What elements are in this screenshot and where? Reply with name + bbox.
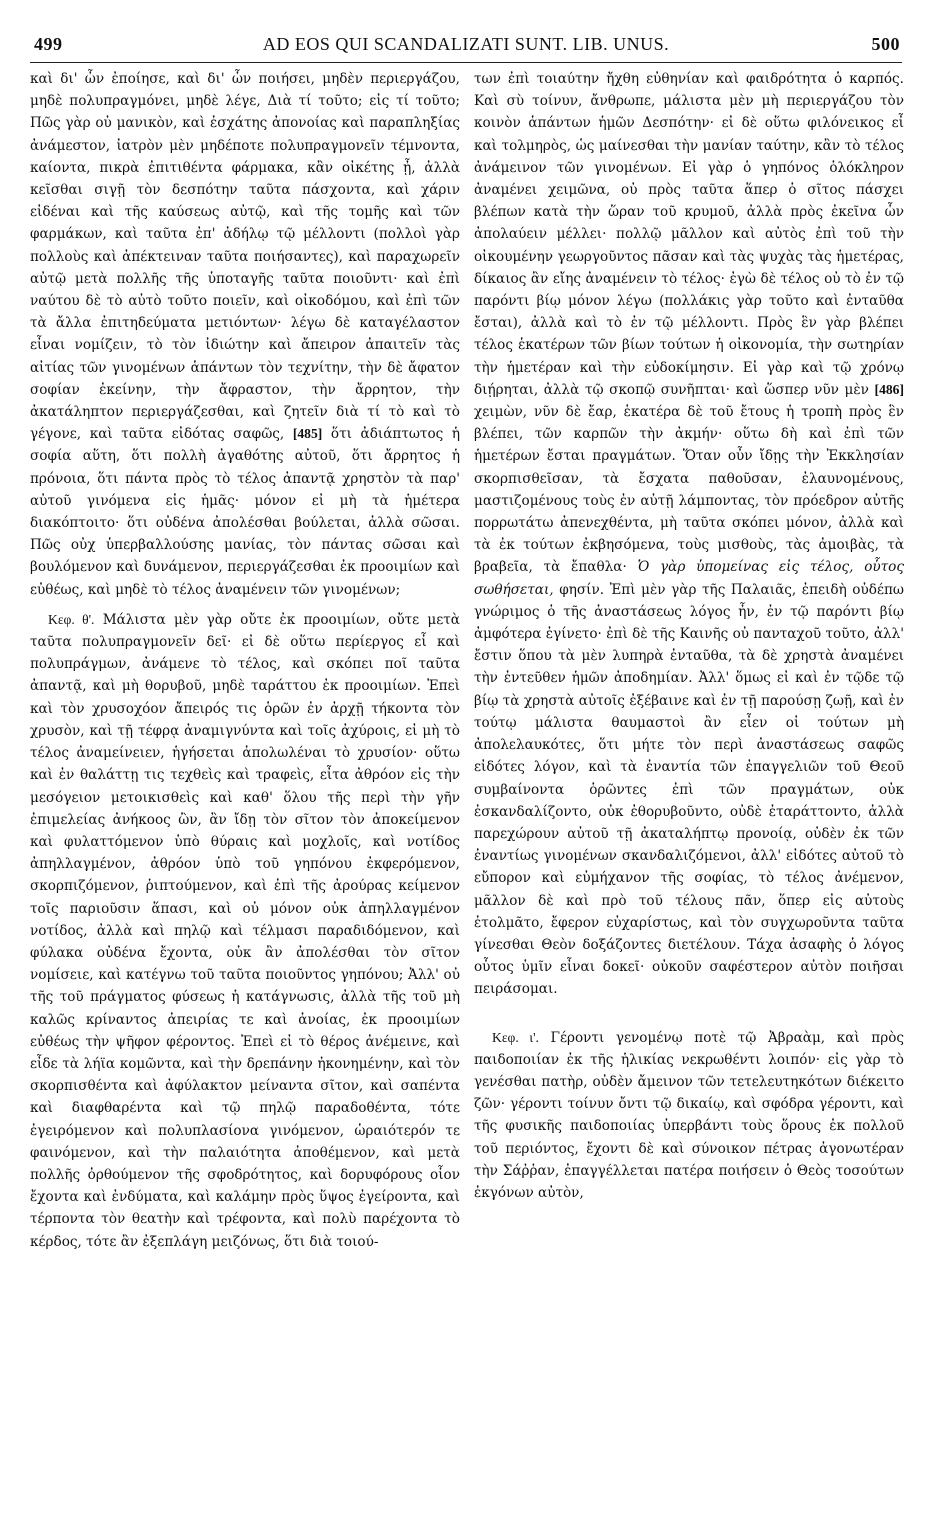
right-column [474,68,904,1204]
running-title: AD EOS QUI SCANDALIZATI SUNT. LIB. UNUS. [262,34,670,54]
page-ref-485: [485] [292,426,323,442]
right-p1-cont: χειμὼν, νῦν δὲ ἔαρ, ἑκατέρα δὲ τοῦ ἔτους ἡ τροπὴ πρὸς ἓν βλέπει, τῶν καρπῶν τὴν ἀκμήν· οὕτω δὴ καὶ ἐπὶ τῶν ἡμετέρων ἔσται πραγμάτων. Ὅταν οὖν ἴδῃς τὴν Ἐκκλησίαν σκορπισθεῖσαν, τὰ ἔσχατα παθοῦσαν, ἐλαυνομένους, μαστιζομένους τοὺς ἐν αὐτῇ λάμποντας, τὸν πρόεδρον αὐτῆς πορρωτάτω ἀπενεχθέντα, μὴ ταῦτα σκόπει μόνον, ἀλλὰ καὶ τὰ ἐκ τούτων ἐκβησόμενα, τοὺς μισθοὺς, τὰς ἀμοιβὰς, τὰ βραβεῖα, τὰ ἔπαθλα· [474,404,904,576]
left-column [30,68,460,1253]
right-p1-end: φησίν. Ἐπὶ μὲν γὰρ τῆς Παλαιᾶς, ἐπειδὴ οὐδέπω γνώριμος ὁ τῆς ἀναστάσεως λόγος ἦν, ἐν τῷ παρόντι βίῳ ἀμφότερα ἐγίνετο· ἐπὶ δὲ τῆς Καινῆς οὐ πανταχοῦ τοῦτο, ἀλλ' ἔστιν ὅπου τὰ μὲν λυπηρὰ ἐνταῦθα, τὰ δὲ χρηστὰ ἀναμένει τὴν ἐντεῦθεν ἡμῶν ἀποδημίαν. Ἀλλ' ὅμως εἰ καὶ ἐν τῷδε τῷ βίῳ τὰ χρηστὰ αὐτοῖς ἐξέβαινε καὶ ἐν τῇ παρούσῃ ζωῇ, καὶ ἐν τούτῳ μάλιστα θαυμαστοὶ ἂν εἶεν οἱ τούτων μὴ ἀπολελαυκότες, ὅτι μήτε τὸν περὶ ἀναστάσεως σαφῶς εἰδότες λόγον, καὶ τὰ ἐναντία τῶν ἐπαγγελιῶν τοῦ Θεοῦ συμβαίνοντα ὁρῶντες ἐπὶ τῶν πραγμάτων, οὐκ ἐσκανδαλίζοντο, οὐκ ἐθορυβοῦντο, οὐδὲ ἐταράττοντο, ἀλλὰ παρεχώρουν αὐτοῦ τῇ ἀκαταλήπτῳ προνοίᾳ, οὐδὲν ἐκ τῶν ἐναντίως γινομένων σκανδαλιζόμενοι, ἀλλ' εἰδότες αὐτοῦ τὸ εὔπορον καὶ εὐμήχανον τῆς σοφίας, τὸ τέλος ἀνέμενον, μᾶλλον δὲ καὶ πρὸ τοῦ τέλους πᾶν, ὅπερ εἰς αὐτοὺς ἐτολμᾶτο, ἔφερον εὐχαρίστως, καὶ τὸν συγχωροῦντα ταῦτα γίνεσθαι Θεὸν δοξάζοντες διετέλουν. Τάχα ἀσαφὴς ὁ λόγος οὗτος ὑμῖν εἶναι δοκεῖ· οὐκοῦν σαφέστερον αὐτὸν ποιῆσαι πειράσομαι. [474,581,905,998]
page-ref-486: [486] [874,381,904,397]
left-p1-text: καὶ δι' ὧν ἐποίησε, καὶ δι' ὧν ποιήσει, μηδὲν περιεργάζου, μηδὲ πολυπραγμόνει, μηδὲ λέγε, Διὰ τί τοῦτο; εἰς τί τοῦτο; Πῶς γὰρ οὐ μανικὸν, καὶ ἐσχάτης ἀπονοίας καὶ παραπληξίας ἀνάμεστον, ἰατρὸν μὲν μηδέποτε πολυπραγμονεῖν τέμνοντα, καίοντα, πικρὰ ἐπιτιθέντα φάρμακα, κἂν οἰκέτης ᾖ, ἀλλὰ κεῖσθαι σιγῇ τὸν δεσπότην ταῦτα πάσχοντα, καὶ χάριν εἰδέναι καὶ τῆς καύσεως αὐτῷ, καὶ τῆς τομῆς καὶ τῶν φαρμάκων, καὶ ταῦτα ἐπ' ἀδήλῳ τῷ μέλλοντι (πολλοὶ γὰρ πολλοὺς καὶ ἀπέκτειναν ταῦτα ποιήσαντες), καὶ παραχωρεῖν αὐτῷ μετὰ πολλῆς τῆς ὑποταγῆς ταῦτα ποιοῦντι· καὶ ἐπὶ ναύτου δὲ τὸ αὐτὸ τοῦτο ποιεῖν, καὶ οἰκοδόμου, καὶ ἐπὶ τῶν τὰ ἄλλα ἐπιτηδεύματα μετιόντων· λέγω δὲ καταγέλαστον εἶναι νομίζειν, τὸ τὸν ἰδιώτην καὶ ἄπειρον ἀπαιτεῖν τὰς αἰτίας τῶν γινομένων ἁπάντων τὸν τεχνίτην, τὴν δὲ ἄφατον σοφίαν ἐκείνην, τὴν ἄφραστον, τὴν ἄρρητον, τὴν ἀκατάληπτον περιεργάζεσθαι, καὶ ζητεῖν διὰ τί τὸ καὶ τὸ γέγονε, καὶ ταῦτα εἰδότας σαφῶς, [30,71,460,443]
running-header [30,34,902,60]
header-rule [30,62,902,63]
right-p1-text: των ἐπὶ τοιαύτην ἤχθη εὐθηνίαν καὶ φαιδρότητα ὁ καρπός. Καὶ σὺ τοίνυν, ἄνθρωπε, μάλιστα μὲν μὴ περιεργάζου τὸν κοινὸν ἁπάντων ἡμῶν Δεσπότην· εἰ δὲ οὕτω φιλόνεικος εἶ καὶ τολμηρὸς, ὡς μαίνεσθαι τὴν μανίαν ταύτην, κἂν τὸ τέλος ἀνάμεινον τῶν γινομένων. Εἰ γὰρ ὁ γηπόνος ὁλόκληρον ἀναμένει χειμῶνα, οὐ πρὸς ταῦτα ἅπερ ὁ σῖτος πάσχει βλέπων κατὰ τὴν ὥραν τοῦ κρυμοῦ, ἀλλὰ πρὸς ἐκεῖνα ὧν ἀπολαύειν μέλλει· πολλῷ μᾶλλον καὶ αὐτὸς ἐπὶ τοῦ τὴν οἰκουμένην γεωργοῦντος πᾶσαν καὶ τὰς ψυχὰς τὰς ἡμετέρας, δίκαιος ἂν εἴης ἀναμένειν τὸ τέλος· ἐγὼ δὲ τέλος οὐ τὸ ἐν τῷ παρόντι βίῳ μόνον λέγω (πολλάκις γὰρ τοῦτο καὶ ἐνταῦθα ἔσται), ἀλλὰ καὶ τὸ ἐν τῷ μέλλοντι. Πρὸς ἓν γὰρ βλέπει τέλος ἑκατέρων τῶν βίων τούτων ἡ οἰκονομία, τὴν σωτηρίαν τὴν ἡμετέραν καὶ τὴν εὐδοκίμησιν. Εἰ γὰρ καὶ τῷ χρόνῳ διῄρηται, ἀλλὰ τῷ σκοπῷ συνῆπται· καὶ ὥσπερ νῦν μὲν [474,71,904,398]
left-paragraph-1 [30,68,460,601]
left-page-number: 499 [34,34,63,54]
left-paragraph-2 [30,609,460,1253]
left-p1-cont: ὅτι ἀδιάπτωτος ἡ σοφία αὕτη, ὅτι πολλὴ ἀγαθότης αὐτοῦ, ὅτι ἄρρητος ἡ πρόνοια, ὅτι πάντα πρὸς τὸ τέλος ἁπαντᾷ χρηστὸν τὰ παρ' αὐτοῦ γινόμενα εἰς ἡμᾶς· μόνον εἰ μὴ τὰ ἡμέτερα διακόπτοιτο· ὅτι οὐδένα ἀπολέσθαι βούλεται, ἀλλὰ σῶσαι. Πῶς οὐχ ὑπερβαλλούσης μανίας, τὸν πάντας σῶσαι καὶ βουλόμενον καὶ δυνάμενον, περιεργάζεσθαι ἐκ προοιμίων καὶ εὐθέως, καὶ μηδὲ τὸ τέλος ἀναμένειν τῶν γινομένων; [30,426,460,598]
right-p2-text: Γέροντι γενομένῳ ποτὲ τῷ Ἀβραὰμ, καὶ πρὸς παιδοποιίαν ἐκ τῆς ἡλικίας νεκρωθέντι λοιπόν· εἰς γὰρ τὸ γενέσθαι πατὴρ, οὐδὲν ἄμεινον τῶν τετελευτηκότων διέκειτο ζῶν· γέροντι τοίνυν ὄντι τῷ δικαίῳ, καὶ σφόδρα γέροντι, καὶ τῆς φυσικῆς παιδοποιίας ὑπερβάντι τοὺς ὅρους ἐκ πολλοῦ τοῦ περιόντος, ἔχοντι δὲ καὶ σύνοικον πέτρας ἀγονωτέραν τὴν Σάῤῥαν, ἐπαγγέλλεται πατέρα ποιήσειν ὁ Θεὸς τοσούτων ἐκγόνων αὐτὸν, [474,1029,904,1201]
right-paragraph-2 [474,1027,904,1205]
scripture-quote: Ὁ γὰρ ὑπομείνας εἰς τέλος, οὗτος σωθήσεται, [474,559,904,598]
left-p2-text: Μάλιστα μὲν γὰρ οὔτε ἐκ προοιμίων, οὔτε μετὰ ταῦτα πολυπραγμονεῖν δεῖ· εἰ δὲ οὕτω περίεργος εἶ καὶ πολυπράγμων, ἀνάμενε τὸ τέλος, καὶ σκόπει ποῖ ταῦτα ἀπαντᾷ, καὶ μὴ θορυβοῦ, μηδὲ ταράττου ἐκ προοιμίων. Ἐπεὶ καὶ τὸν χρυσοχόον ἄπειρός τις ὁρῶν ἐν ἀρχῇ τήκοντα τὸν χρυσὸν, καὶ τῇ τέφρᾳ ἀναμιγνύντα καὶ τοῖς ἀχύροις, εἰ μὴ τὸ τέλος ἀναμείνειεν, ἡγήσεται ἀπολωλέναι τὸ χρυσίον· οὕτω καὶ ἐν θαλάττῃ τις τεχθεὶς καὶ τραφεὶς, εἶτα ἀθρόον εἰς τὴν μεσόγειον μετοικισθεὶς καὶ καθ' ὅλου τῆς περὶ τὴν γῆν ἐπιμελείας ἀνήκοος ὢν, ἂν ἴδῃ τὸν σῖτον τὸν ἀποκείμενον καὶ φυλαττόμενον ὑπὸ θύραις καὶ μοχλοῖς, καὶ νοτίδος ἀπηλλαγμένον, ἀθρόον ὑπὸ τοῦ γηπόνου ἐκφερόμενον, σκορπιζόμενον, ῥιπτούμενον, καὶ ἐπὶ τῆς ἀρούρας κείμενον τοῖς παριοῦσιν ἅπασι, καὶ οὐ μόνον οὐκ ἀπηλλαγμένον νοτίδος, ἀλλὰ καὶ πηλῷ καὶ τέλμασι παραδιδόμενον, καὶ φύλακα οὐδένα ἔχοντα, οὐκ ἂν ἀπολέσθαι τὸν σῖτον νομίσειε, καὶ κατέγνω τοῦ ταῦτα ποιοῦντος γηπόνου; Ἀλλ' οὐ τῆς τοῦ πράγματος φύσεως ἡ κατάγνωσις, ἀλλὰ τῆς τοῦ μὴ καλῶς κρίναντος ἀπειρίας τε καὶ ἀνοίας, ἐκ προοιμίων εὐθέως τὴν ψῆφον φέροντος. Ἐπεὶ εἰ τὸ θέρος ἀνέμεινε, καὶ εἶδε τὰ λήϊα κομῶντα, καὶ τὴν δρεπάνην ἠκονημένην, καὶ τὸν σκορπισθέντα καὶ ἀφύλακτον μείναντα σῖτον, καὶ σαπέντα καὶ διαφθαρέντα καὶ τῷ πηλῷ παραδοθέντα, τότε ἐγειρόμενον καὶ πολυπλασίονα γινόμενον, ὡραιότερόν τε φαινόμενον, καὶ τὴν παλαιότητα ἀποθέμενον, καὶ μετὰ πολλῆς ὀρθούμενον τῆς σφοδρότητος, καὶ δορυφόρους οἷον ἔχοντα καὶ ἐνδύματα, καὶ καλάμην πρὸς ὕψος ἐγείροντα, καὶ τέρποντα τὸν θεατὴν καὶ τρέφοντα, καὶ πολὺ παρέχοντα τὸ κέρδος, τότε ἂν ἐξεπλάγη μειζόνως, ὅτι διὰ τοιού- [30,611,460,1250]
right-page-number: 500 [871,34,900,54]
chapter-label-10: Κεφ. ι'. [492,1029,539,1045]
right-paragraph-1 [474,68,904,1001]
chapter-label-9: Κεφ. θ'. [48,611,95,627]
